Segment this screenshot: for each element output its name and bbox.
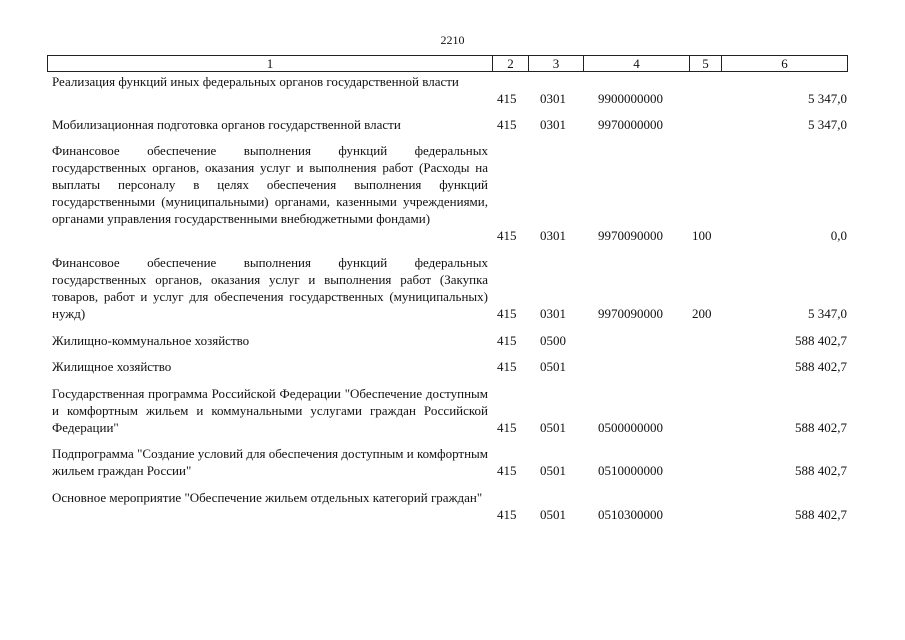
- row-col-3: 0301: [540, 117, 566, 132]
- table-row: [0, 385, 905, 436]
- row-col-2: 415: [497, 507, 517, 522]
- row-name: Финансовое обеспечение выполнения функций федеральных государственных органов, оказания услуг и выполнения работ (Расходы на выплаты персоналу в целях обеспечения выполнения функций государственными (муниципальными) органами, казенными учреждениями, органами управления государственными внебюджетными фондами): [52, 143, 488, 226]
- row-col-3: 0501: [540, 463, 566, 478]
- row-col-4: 9900000000: [598, 91, 663, 106]
- table-row: [0, 73, 905, 107]
- row-col-2: 415: [497, 463, 517, 478]
- row-col-4: 9970090000: [598, 306, 663, 321]
- table-row: [0, 254, 905, 322]
- row-col-3: 0301: [540, 306, 566, 321]
- table-row: [0, 445, 905, 479]
- page-number: 2210: [440, 33, 465, 47]
- row-col-6: 5 347,0: [808, 91, 847, 106]
- row-col-3: 0500: [540, 333, 566, 348]
- row-col-6: 588 402,7: [795, 507, 847, 522]
- row-col-6: 5 347,0: [808, 117, 847, 132]
- row-name: Основное мероприятие "Обеспечение жильем отдельных категорий граждан": [52, 490, 483, 505]
- column-header-4: 4: [584, 56, 690, 72]
- row-col-5: 200: [692, 306, 712, 321]
- row-name: Жилищно-коммунальное хозяйство: [52, 333, 250, 348]
- row-col-2: 415: [497, 359, 517, 374]
- row-col-2: 415: [497, 228, 517, 243]
- column-header-5: 5: [690, 56, 722, 72]
- row-col-4: 0500000000: [598, 420, 663, 435]
- row-col-4: 9970090000: [598, 228, 663, 243]
- column-header-2: 2: [493, 56, 529, 72]
- row-name: Подпрограмма "Создание условий для обеспечения доступным и комфортным жильем граждан России": [52, 446, 488, 478]
- row-col-6: 588 402,7: [795, 420, 847, 435]
- table-row: [0, 358, 905, 375]
- column-header-3: 3: [529, 56, 584, 72]
- column-header-1: 1: [48, 56, 493, 72]
- row-col-2: 415: [497, 420, 517, 435]
- row-col-6: 588 402,7: [795, 463, 847, 478]
- row-name: Государственная программа Российской Федерации "Обеспечение доступным и комфортным жильем и коммунальными услугами граждан Российской Федерации": [52, 386, 488, 435]
- row-col-6: 0,0: [830, 228, 847, 243]
- row-col-2: 415: [497, 333, 517, 348]
- table-row: [0, 489, 905, 523]
- column-header-6: 6: [722, 56, 848, 72]
- row-name: Жилищное хозяйство: [52, 359, 172, 374]
- table-row: [0, 142, 905, 244]
- row-col-5: 100: [692, 228, 712, 243]
- row-col-3: 0501: [540, 507, 566, 522]
- table-row: [0, 116, 905, 133]
- row-col-3: 0301: [540, 228, 566, 243]
- row-col-4: 9970000000: [598, 117, 663, 132]
- row-col-3: 0501: [540, 420, 566, 435]
- row-name: Реализация функций иных федеральных органов государственной власти: [52, 74, 459, 89]
- row-col-3: 0501: [540, 359, 566, 374]
- row-col-4: 0510000000: [598, 463, 663, 478]
- row-col-4: 0510300000: [598, 507, 663, 522]
- row-col-3: 0301: [540, 91, 566, 106]
- row-col-2: 415: [497, 117, 517, 132]
- row-col-2: 415: [497, 91, 517, 106]
- row-col-6: 588 402,7: [795, 359, 847, 374]
- row-name: Мобилизационная подготовка органов государственной власти: [52, 117, 401, 132]
- row-col-6: 588 402,7: [795, 333, 847, 348]
- row-name: Финансовое обеспечение выполнения функций федеральных государственных органов, оказания услуг и выполнения работ (Закупка товаров, работ и услуг для обеспечения государственных (муниципальных) нужд): [52, 255, 488, 321]
- row-col-2: 415: [497, 306, 517, 321]
- row-col-6: 5 347,0: [808, 306, 847, 321]
- table-row: [0, 332, 905, 349]
